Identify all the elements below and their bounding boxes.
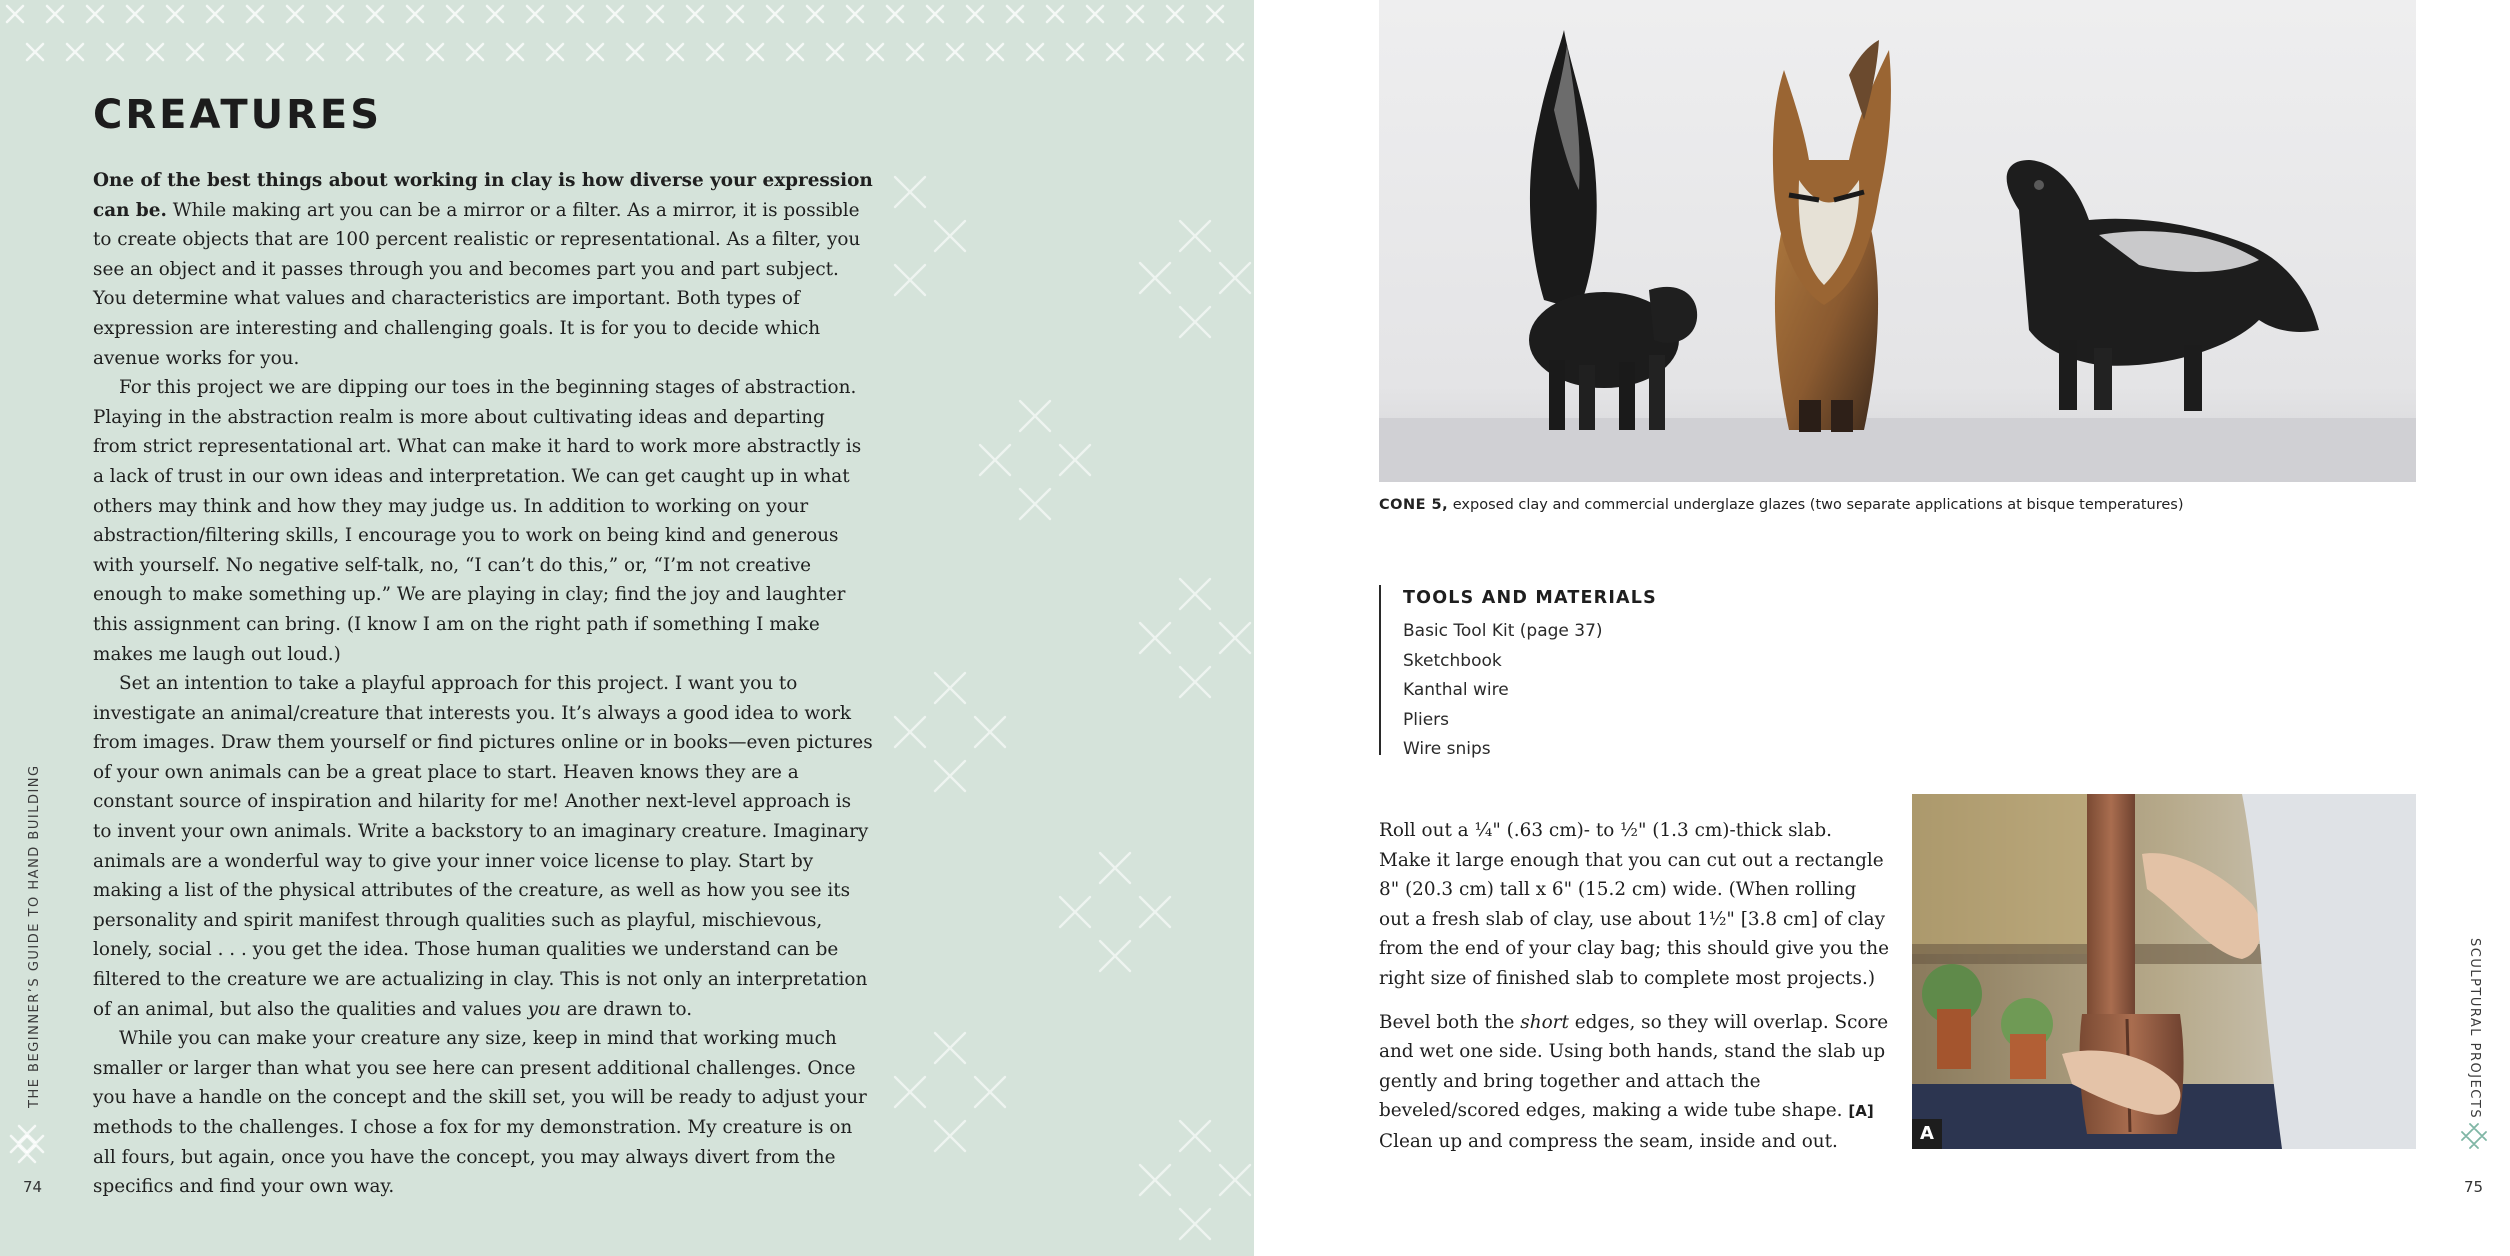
body-text (93, 166, 873, 1202)
step2-text-end: Clean up and compress the seam, inside and out. (1379, 1130, 1838, 1152)
figure-reference: [A] (1848, 1102, 1874, 1121)
tool-item: Sketchbook (1403, 650, 1502, 671)
left-page (0, 0, 1254, 1256)
intention-text-end: are drawn to. (560, 998, 693, 1020)
caption-text: exposed clay and commercial underglaze glazes (two separate applications at bisque temperatures) (1448, 497, 2184, 513)
tools-list (1403, 617, 1657, 765)
page-number-right: 75 (2464, 1178, 2484, 1196)
lead-sentence: One of the best things about working in clay is how diverse your expression can be. (93, 170, 873, 221)
creatures-photo (1379, 0, 2416, 482)
tools-and-materials (1379, 585, 1657, 759)
step-a-photo (1912, 794, 2416, 1149)
hands-forming-tube-illustration (1912, 794, 2416, 1149)
intro-paragraph (93, 166, 873, 373)
intention-paragraph (93, 669, 873, 1024)
clay-creatures-illustration (1379, 0, 2416, 482)
intro-text: While making art you can be a mirror or a filter. As a mirror, it is possible to create objects that are 100 percent realistic or representational. As a filter, you see an object and it passes through you and becomes part you and part subject. You determine what values and characteristics are important. Both types of expression are interesting and challenging goals. It is for you to decide which avenue works for you. (93, 199, 861, 369)
emphasis-short: short (1520, 1011, 1569, 1033)
page-number-left: 74 (23, 1178, 43, 1196)
tools-heading: TOOLS AND MATERIALS (1403, 588, 1657, 608)
running-head-right: SCULPTURAL PROJECTS (2467, 938, 2482, 1120)
tool-item: Pliers (1403, 709, 1450, 730)
step-label-badge: A (1912, 1119, 1942, 1149)
step2-text: Bevel both the (1379, 1011, 1521, 1033)
tool-item: Kanthal wire (1403, 680, 1509, 700)
step-bevel-edges (1379, 1008, 1889, 1157)
intention-text: Set an intention to take a playful approach for this project. I want you to investigate an animal/creature that interests you. It’s always a good idea to work from images. Draw them yourself or find pictures online or in books—even pictures of your own animals can be a great place to start. Heaven knows they are a constant source of inspiration and hilarity for me! Another next-level approach is to invent your own animals. Write a backstory to an imaginary creature. Imaginary animals are a wonderful way to give your inner voice license to play. Start by making a list of the physical attributes of the creature, as well as how you see its personality and spirit manifest through qualities such as playful, mischievous, lonely, social . . . you get the idea. Those human qualities we understand can be filtered to the creature we are actualizing in clay. This is not only an interpretation of an animal, but also the qualities and values (93, 673, 873, 1020)
instruction-steps (1379, 816, 1889, 1171)
size-paragraph: While you can make your creature any size, keep in mind that working much smaller or larger than what you see here can present additional challenges. Once you have a handle on the concept and the skill set, you will be ready to adjust your methods to the challenges. I chose a fox for my demonstration. My creature is on all fours, but again, once you have the concept, you may always divert from the specifics and find your own way. (93, 1028, 867, 1198)
caption-cone: CONE 5, (1379, 497, 1449, 513)
tool-item: Wire snips (1403, 739, 1491, 759)
step-roll-slab: Roll out a ¼" (.63 cm)- to ½" (1.3 cm)-thick slab. Make it large enough that you can cut out a rectangle 8" (20.3 cm) tall x 6" (15.2 cm) wide. (When rolling out a fresh slab of clay, use about 1½" [3.8 cm] of clay from the end of your clay bag; this should give you the right size of finished slab to complete most projects.) (1379, 820, 1890, 989)
abstraction-paragraph: For this project we are dipping our toes in the beginning stages of abstraction. Playing in the abstraction realm is more about cultivating ideas and departing from strict representational art. What can make it hard to work more abstractly is a lack of trust in our own ideas and interpretation. We can get caught up in what others may think and how they may judge us. In addition to working on your abstraction/filtering skills, I encourage you to work on being kind and generous with yourself. No negative self-talk, no, “I can’t do this,” or, “I’m not creative enough to make something up.” We are playing in clay; find the joy and laughter this assignment can bring. (I know I am on the right path if something I make makes me laugh out loud.) (93, 377, 862, 665)
corner-cross-mark-right (2458, 1120, 2498, 1160)
chapter-title: CREATURES (93, 92, 383, 138)
emphasis-you: you (527, 998, 561, 1020)
photo-caption (1379, 497, 2184, 513)
step2-text-mid: edges, so they will overlap. Score and wet one side. Using both hands, stand the slab up gently and bring together and attach the beveled/scored edges, making a wide tube shape. (1379, 1011, 1889, 1122)
running-head-left: THE BEGINNER’S GUIDE TO HAND BUILDING (27, 764, 42, 1108)
tool-item: Basic Tool Kit (page 37) (1403, 621, 1603, 641)
